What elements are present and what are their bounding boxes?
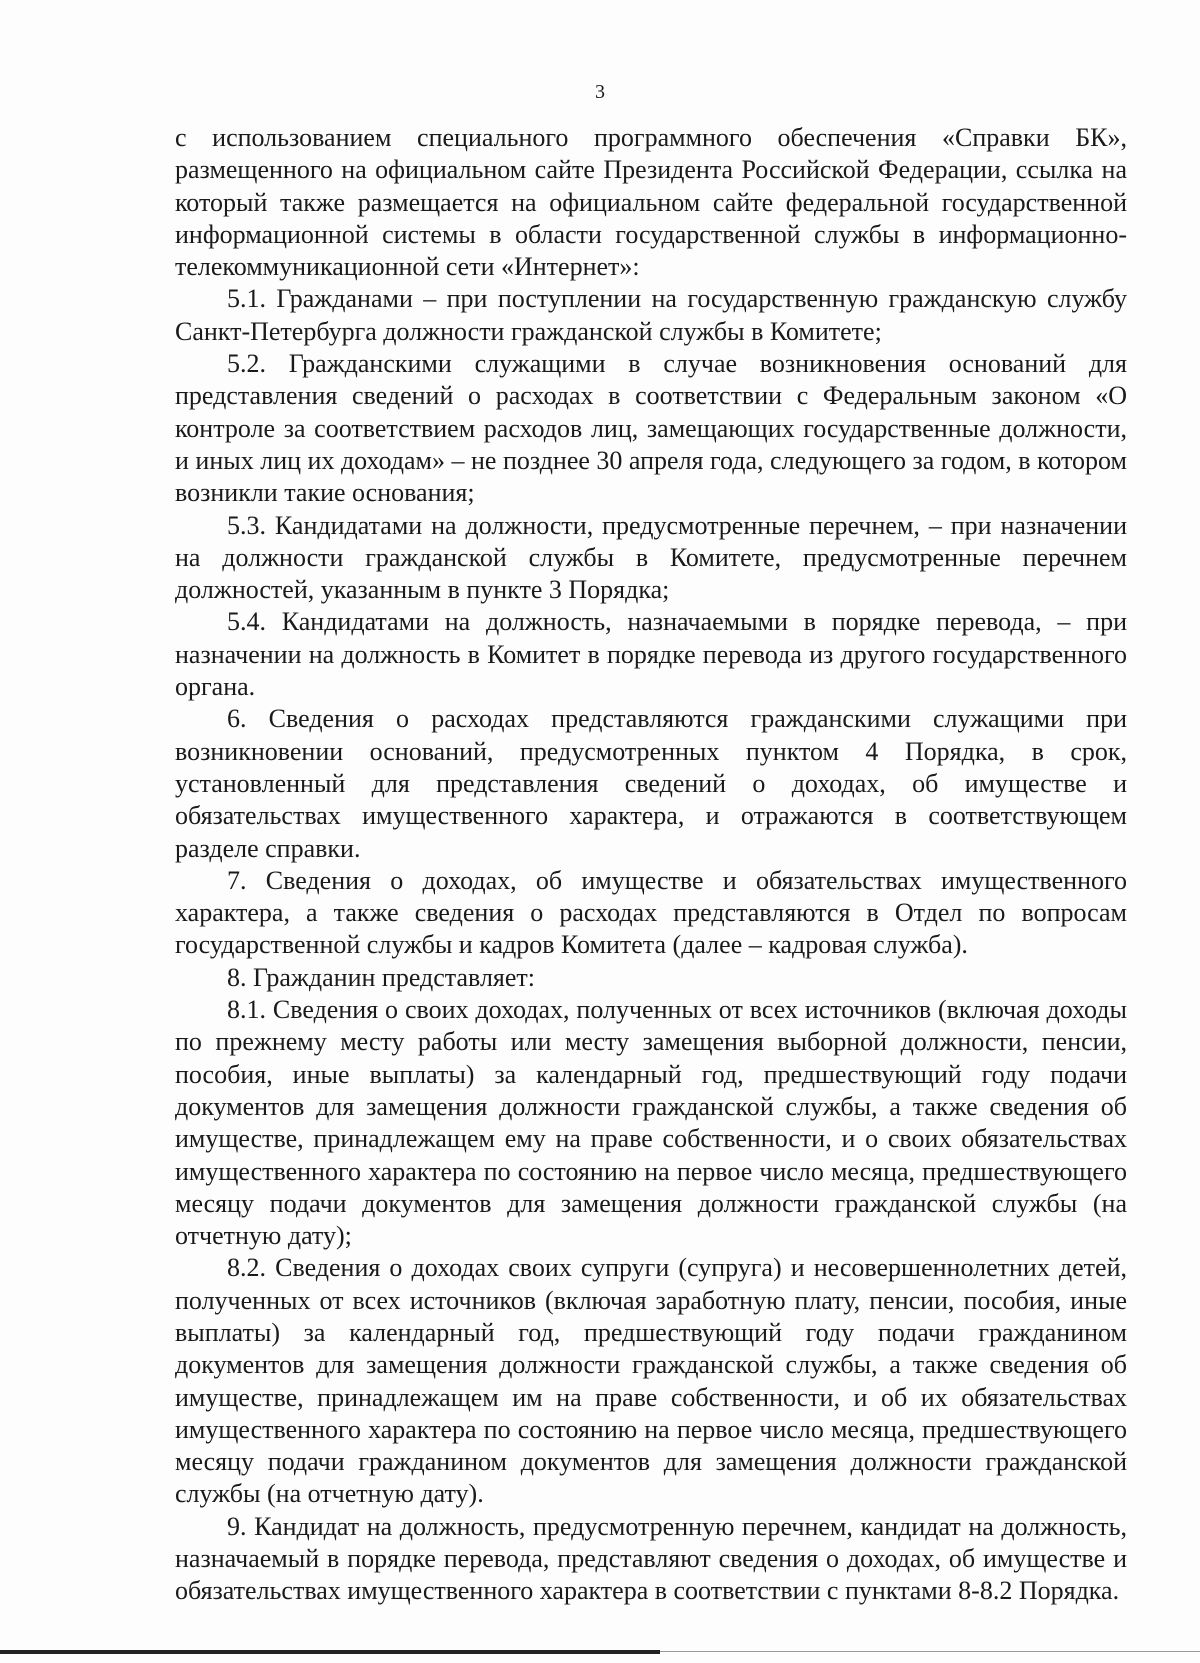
paragraph-5-1: 5.1. Гражданами – при поступлении на государственную гражданскую службу Санкт-Петербурга должности гражданской службы в Комитете; — [175, 284, 1127, 346]
document-body — [175, 122, 1127, 1608]
scan-edge-line-faint — [660, 1651, 1200, 1652]
paragraph-6: 6. Сведения о расходах представляются гражданскими служащими при возникновении оснований, предусмотренных пунктом 4 Порядка, в срок, установленный для представления сведений о доходах, об имуществе и обязательствах имущественного характера, и отражаются в соответствующем разделе справки. — [175, 704, 1127, 863]
paragraph-intro-continuation: с использованием специального программного обеспечения «Справки БК», размещенного на официальном сайте Президента Российской Федерации, ссылка на который также размещается на официальном сайте федеральной государственной информационной системы в области государственной службы в информационно-телекоммуникационной сети «Интернет»: — [175, 123, 1127, 282]
paragraph-7: 7. Сведения о доходах, об имуществе и обязательствах имущественного характера, а также сведения о расходах представляются в Отдел по вопросам государственной службы и кадров Комитета (далее – кадровая служба). — [175, 865, 1127, 960]
page-number: 3 — [595, 81, 605, 103]
paragraph-8-1: 8.1. Сведения о своих доходах, полученных от всех источников (включая доходы по прежнему месту работы или месту замещения выборной должности, пенсии, пособия, иные выплаты) за календарный год, предшествующий году подачи документов для замещения должности гражданской службы, а также сведения об имуществе, принадлежащем ему на праве собственности, и о своих обязательствах имущественного характера по состоянию на первое число месяца, предшествующего месяцу подачи документов для замещения должности гражданской службы (на отчетную дату); — [175, 995, 1127, 1251]
paragraph-8-2: 8.2. Сведения о доходах своих супруги (супруга) и несовершеннолетних детей, полученных от всех источников (включая заработную плату, пенсии, пособия, иные выплаты) за календарный год, предшествующий году подачи гражданином документов для замещения должности гражданской службы, а также сведения об имуществе, принадлежащем им на праве собственности, и об их обязательствах имущественного характера по состоянию на первое число месяца, предшествующего месяцу подачи гражданином документов для замещения должности гражданской службы (на отчетную дату). — [175, 1253, 1127, 1509]
paragraph-9: 9. Кандидат на должность, предусмотренную перечнем, кандидат на должность, назначаемый в порядке перевода, представляют сведения о доходах, об имуществе и обязательствах имущественного характера в соответствии с пунктами 8-8.2 Порядка. — [175, 1511, 1127, 1606]
paragraph-5-3: 5.3. Кандидатами на должности, предусмотренные перечнем, – при назначении на должности гражданской службы в Комитете, предусмотренные перечнем должностей, указанным в пункте 3 Порядка; — [175, 510, 1127, 605]
paragraph-8: 8. Гражданин представляет: — [227, 962, 536, 992]
paragraph-5-4: 5.4. Кандидатами на должность, назначаемыми в порядке перевода, – при назначении на должность в Комитет в порядке перевода из другого государственного органа. — [175, 607, 1127, 702]
scan-edge-line — [0, 1650, 660, 1654]
paragraph-5-2: 5.2. Гражданскими служащими в случае возникновения оснований для представления сведений о расходах в соответствии с Федеральным законом «О контроле за соответствием расходов лиц, замещающих государственные должности, и иных лиц их доходам» – не позднее 30 апреля года, следующего за годом, в котором возникли такие основания; — [175, 349, 1127, 508]
